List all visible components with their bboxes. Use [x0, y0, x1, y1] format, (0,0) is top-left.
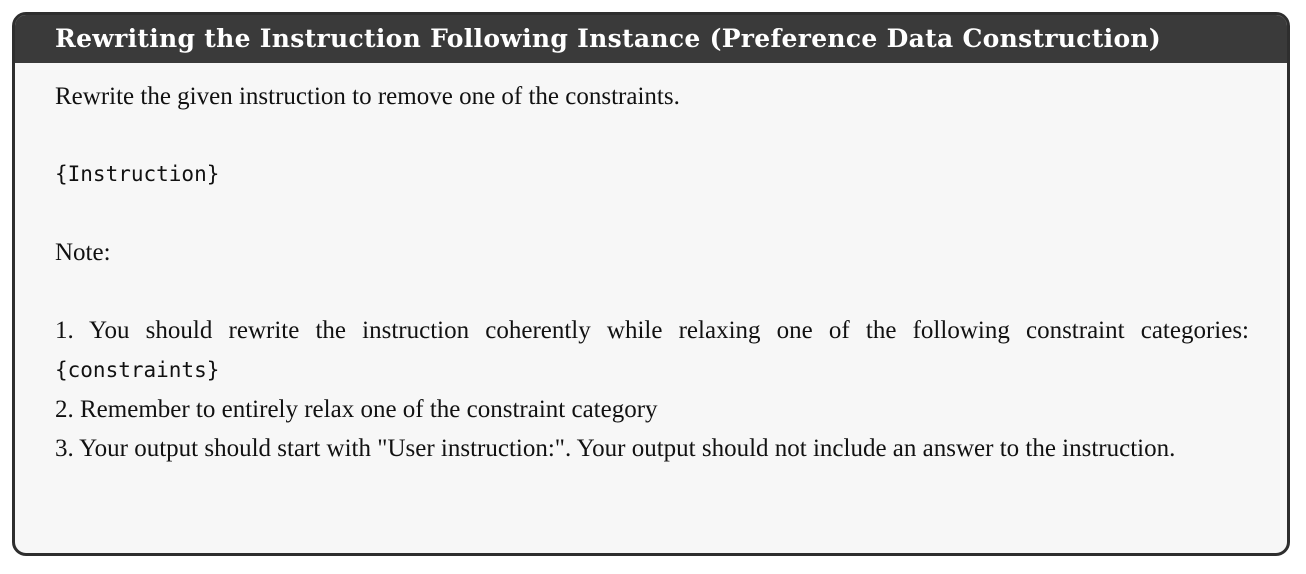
box-title: Rewriting the Instruction Following Instance (Preference Data Construction) — [15, 15, 1287, 63]
spacer — [55, 194, 1249, 233]
box-body — [15, 63, 1287, 468]
note-item-1 — [55, 311, 1249, 390]
instruction-placeholder: {Instruction} — [55, 162, 220, 186]
constraints-placeholder: {constraints} — [55, 358, 220, 382]
spacer — [55, 116, 1249, 155]
note-item-1-text: 1. You should rewrite the instruction coherently while relaxing one of the following constraint categories: — [55, 317, 1249, 344]
note-label: Note: — [55, 239, 111, 266]
note-item-3: 3. Your output should start with "User instruction:". Your output should not include an answer to the instruction. — [55, 435, 1176, 462]
spacer — [55, 272, 1249, 311]
note-item-2: 2. Remember to entirely relax one of the constraint category — [55, 396, 658, 423]
intro-text: Rewrite the given instruction to remove one of the constraints. — [55, 83, 680, 110]
prompt-box — [12, 12, 1290, 556]
